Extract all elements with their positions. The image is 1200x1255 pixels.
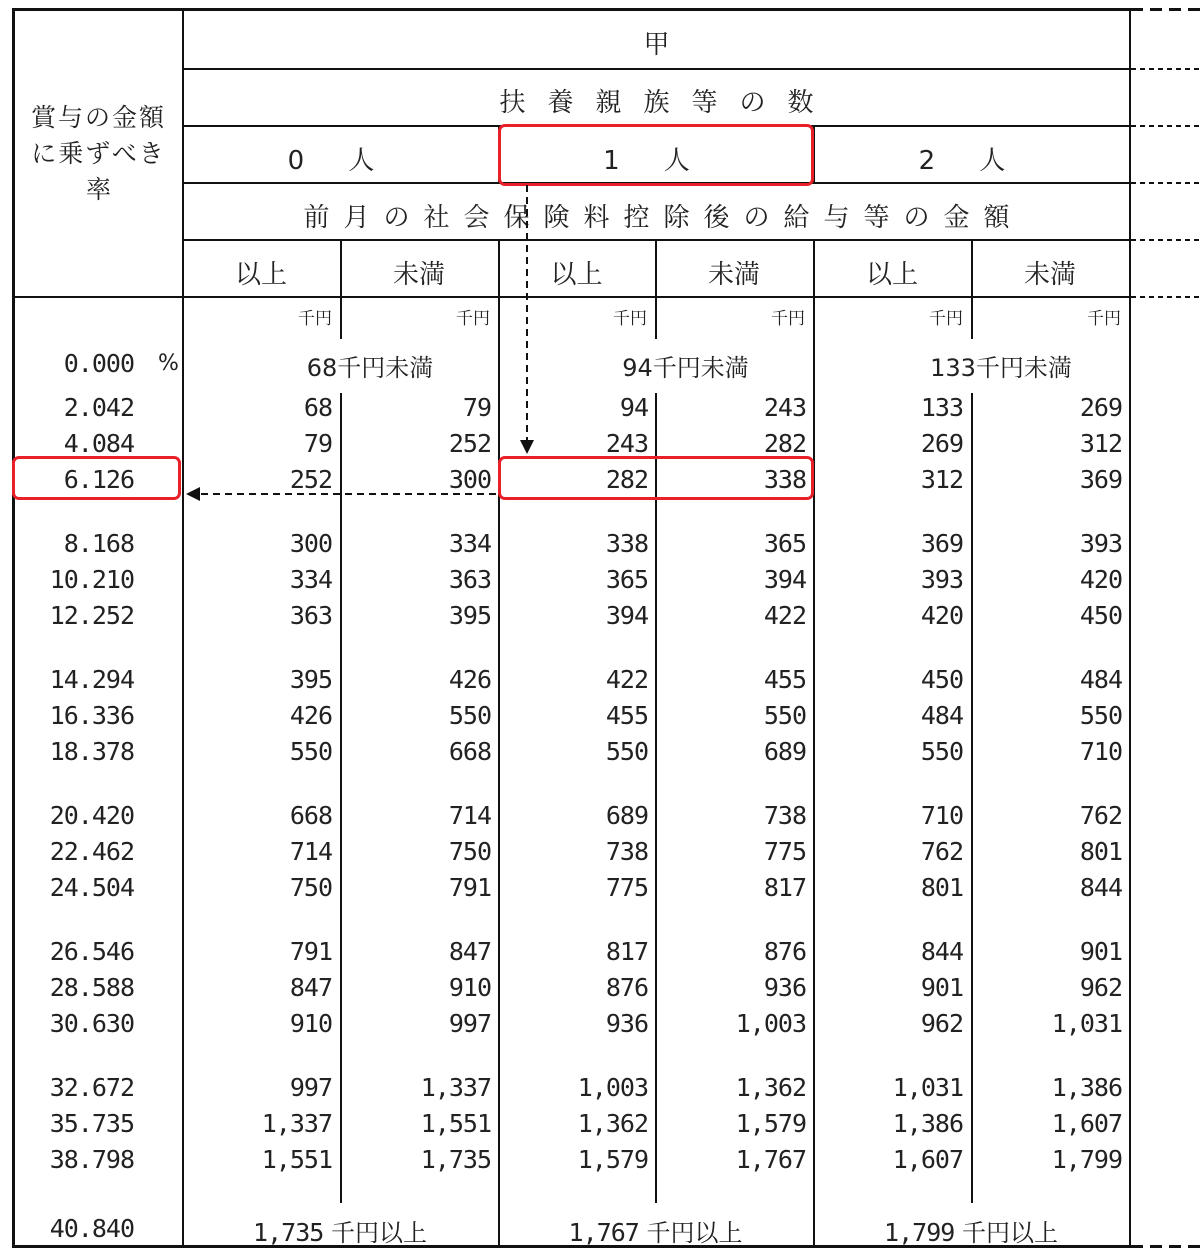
persons-0-header: 0 人 [287, 146, 393, 176]
miman-cell: 1,607 [1051, 1109, 1122, 1138]
miman-cell: 484 [1079, 665, 1122, 694]
ijo-cell: 901 [920, 973, 963, 1002]
ijo-cell: 550 [289, 737, 332, 766]
ijo-cell: 334 [289, 565, 332, 594]
ijo-cell: 68 [303, 393, 332, 422]
miman-cell: 936 [763, 973, 806, 1002]
over-suffix: 千円以上 [646, 1219, 743, 1247]
miman-cell: 1,799 [1051, 1145, 1122, 1174]
rate-cell: 14.294 [49, 665, 134, 694]
under-threshold-0: 68千円未満 [306, 354, 434, 382]
dependents-count-header: 扶養親族等の数 [499, 88, 836, 118]
ijo-cell: 363 [289, 601, 332, 630]
miman-cell: 689 [763, 737, 806, 766]
rate-cell: 22.462 [49, 837, 134, 866]
ijo-cell: 1,579 [577, 1145, 648, 1174]
sub-divider-1-body [655, 297, 657, 339]
continuation-dashes [1131, 0, 1200, 1255]
miman-cell: 369 [1079, 465, 1122, 494]
ijo-cell: 312 [920, 465, 963, 494]
rate-cell: 18.378 [49, 737, 134, 766]
ijo-cell: 962 [920, 1009, 963, 1038]
miman-cell: 395 [448, 601, 491, 630]
ijo-cell: 1,031 [892, 1073, 963, 1102]
ijo-cell: 300 [289, 529, 332, 558]
ijo-cell: 393 [920, 565, 963, 594]
rate-cell: 8.168 [63, 529, 134, 558]
miman-cell: 1,767 [735, 1145, 806, 1174]
ijo-cell: 420 [920, 601, 963, 630]
miman-cell: 269 [1079, 393, 1122, 422]
miman-cell: 714 [448, 801, 491, 830]
miman-cell: 910 [448, 973, 491, 1002]
over-threshold-0 [182, 1213, 498, 1248]
rate-cell: 30.630 [49, 1009, 134, 1038]
ijo-cell: 817 [605, 937, 648, 966]
over-amount: 1,735 [253, 1218, 324, 1247]
miman-cell: 243 [763, 393, 806, 422]
rate-cell: 10.210 [49, 565, 134, 594]
miman-cell: 738 [763, 801, 806, 830]
miman-cell: 847 [448, 937, 491, 966]
ijo-cell: 395 [289, 665, 332, 694]
rate-cell: 2.042 [63, 393, 134, 422]
persons-1-header: 1 人 [603, 146, 708, 176]
unit-label: 千円 [613, 309, 647, 329]
miman-cell: 901 [1079, 937, 1122, 966]
miman-cell: 252 [448, 429, 491, 458]
miman-cell: 762 [1079, 801, 1122, 830]
rate-cell: 0.000 [63, 349, 134, 378]
ijo-cell: 79 [303, 429, 332, 458]
percent-sign: % [158, 351, 179, 376]
highlight-box-range [498, 456, 814, 500]
rate-cell: 16.336 [49, 701, 134, 730]
under-threshold-1: 94千円未満 [622, 354, 749, 382]
miman-cell: 750 [448, 837, 491, 866]
rate-cell: 26.546 [49, 937, 134, 966]
over-amount: 1,799 [884, 1218, 955, 1247]
ijo-cell: 936 [605, 1009, 648, 1038]
miman-cell: 455 [763, 665, 806, 694]
header-line-1 [182, 68, 1131, 70]
ijo-cell: 426 [289, 701, 332, 730]
miman-cell: 668 [448, 737, 491, 766]
ijo-cell: 775 [605, 873, 648, 902]
rate-header-line-3: 率 [85, 175, 111, 204]
salary-amount-header: 前月の社会保険料控除後の給与等の金額 [303, 203, 1024, 233]
miman-cell: 422 [763, 601, 806, 630]
rate-cell: 24.504 [49, 873, 134, 902]
ijo-cell: 668 [289, 801, 332, 830]
ijo-cell: 1,607 [892, 1145, 963, 1174]
miman-cell: 962 [1079, 973, 1122, 1002]
miman-cell: 997 [448, 1009, 491, 1038]
miman-cell: 393 [1079, 529, 1122, 558]
miman-cell: 844 [1079, 873, 1122, 902]
rate-cell: 6.126 [63, 465, 134, 494]
table-top-border [12, 8, 1132, 11]
miman-cell: 791 [448, 873, 491, 902]
ijo-cell: 791 [289, 937, 332, 966]
miman-cell: 312 [1079, 429, 1122, 458]
col-header-1-ijo: 以上 [550, 260, 603, 290]
col-header-0-miman: 未満 [392, 260, 445, 290]
ijo-cell: 550 [920, 737, 963, 766]
miman-cell: 1,003 [735, 1009, 806, 1038]
miman-cell: 282 [763, 429, 806, 458]
rate-header [15, 100, 182, 208]
miman-cell: 1,362 [735, 1073, 806, 1102]
rate-cell: 35.735 [49, 1109, 134, 1138]
highlight-box-rate [12, 456, 181, 500]
rate-cell: 38.798 [49, 1145, 134, 1174]
rate-cell: 32.672 [49, 1073, 134, 1102]
ijo-cell: 338 [605, 529, 648, 558]
miman-cell: 876 [763, 937, 806, 966]
rate-cell: 4.084 [63, 429, 134, 458]
miman-cell: 79 [462, 393, 491, 422]
sub-divider-2-body [971, 297, 973, 339]
ijo-cell: 243 [605, 429, 648, 458]
col-header-2-ijo: 以上 [865, 260, 918, 290]
ijo-cell: 710 [920, 801, 963, 830]
over-threshold-1 [498, 1213, 813, 1248]
ijo-cell: 876 [605, 973, 648, 1002]
rate-cell: 40.840 [49, 1214, 134, 1243]
ijo-cell: 714 [289, 837, 332, 866]
ijo-cell: 94 [619, 393, 648, 422]
ijo-cell: 689 [605, 801, 648, 830]
ijo-cell: 910 [289, 1009, 332, 1038]
ijo-cell: 801 [920, 873, 963, 902]
miman-cell: 426 [448, 665, 491, 694]
highlight-box-persons-1 [498, 124, 814, 186]
ijo-cell: 394 [605, 601, 648, 630]
ijo-cell: 847 [289, 973, 332, 1002]
ijo-cell: 1,386 [892, 1109, 963, 1138]
miman-cell: 1,386 [1051, 1073, 1122, 1102]
rate-header-line-2: に乗ずべき [31, 139, 166, 168]
unit-label: 千円 [1087, 309, 1121, 329]
under-threshold-2: 133千円未満 [930, 354, 1072, 382]
col-header-1-miman: 未満 [707, 260, 760, 290]
over-amount: 1,767 [568, 1218, 639, 1247]
rate-cell: 28.588 [49, 973, 134, 1002]
ijo-cell: 1,003 [577, 1073, 648, 1102]
sub-divider-0-body [340, 297, 342, 339]
rate-cell: 12.252 [49, 601, 134, 630]
miman-cell: 550 [448, 701, 491, 730]
ijo-cell: 1,362 [577, 1109, 648, 1138]
ijo-cell: 133 [920, 393, 963, 422]
ijo-cell: 369 [920, 529, 963, 558]
unit-label: 千円 [298, 309, 332, 329]
ijo-cell: 450 [920, 665, 963, 694]
unit-label: 千円 [929, 309, 963, 329]
unit-label: 千円 [771, 309, 805, 329]
over-threshold-2 [813, 1213, 1129, 1248]
miman-cell: 450 [1079, 601, 1122, 630]
ijo-cell: 269 [920, 429, 963, 458]
kou-header: 甲 [643, 30, 670, 60]
rate-header-line-1: 賞与の金額 [30, 103, 166, 132]
persons-2-header: 2 人 [918, 146, 1024, 176]
miman-cell: 550 [763, 701, 806, 730]
miman-cell: 817 [763, 873, 806, 902]
ijo-cell: 252 [289, 465, 332, 494]
rate-cell: 20.420 [49, 801, 134, 830]
col-header-2-miman: 未満 [1023, 260, 1076, 290]
ijo-cell: 1,337 [261, 1109, 332, 1138]
miman-cell: 394 [763, 565, 806, 594]
unit-label: 千円 [456, 309, 490, 329]
miman-cell: 363 [448, 565, 491, 594]
header-bottom-line [12, 296, 1132, 298]
ijo-cell: 762 [920, 837, 963, 866]
over-suffix: 千円以上 [961, 1219, 1058, 1247]
ijo-cell: 1,551 [261, 1145, 332, 1174]
ijo-cell: 455 [605, 701, 648, 730]
miman-cell: 365 [763, 529, 806, 558]
miman-cell: 1,551 [420, 1109, 491, 1138]
miman-cell: 338 [763, 465, 806, 494]
ijo-cell: 422 [605, 665, 648, 694]
miman-cell: 1,735 [420, 1145, 491, 1174]
miman-cell: 300 [448, 465, 491, 494]
ijo-cell: 738 [605, 837, 648, 866]
miman-cell: 1,337 [420, 1073, 491, 1102]
ijo-cell: 997 [289, 1073, 332, 1102]
miman-cell: 710 [1079, 737, 1122, 766]
ijo-cell: 484 [920, 701, 963, 730]
over-suffix: 千円以上 [330, 1219, 427, 1247]
col-header-0-ijo: 以上 [234, 260, 287, 290]
miman-cell: 420 [1079, 565, 1122, 594]
miman-cell: 775 [763, 837, 806, 866]
miman-cell: 550 [1079, 701, 1122, 730]
miman-cell: 1,579 [735, 1109, 806, 1138]
ijo-cell: 365 [605, 565, 648, 594]
ijo-cell: 844 [920, 937, 963, 966]
miman-cell: 1,031 [1051, 1009, 1122, 1038]
miman-cell: 334 [448, 529, 491, 558]
ijo-cell: 282 [605, 465, 648, 494]
miman-cell: 801 [1079, 837, 1122, 866]
ijo-cell: 750 [289, 873, 332, 902]
ijo-cell: 550 [605, 737, 648, 766]
